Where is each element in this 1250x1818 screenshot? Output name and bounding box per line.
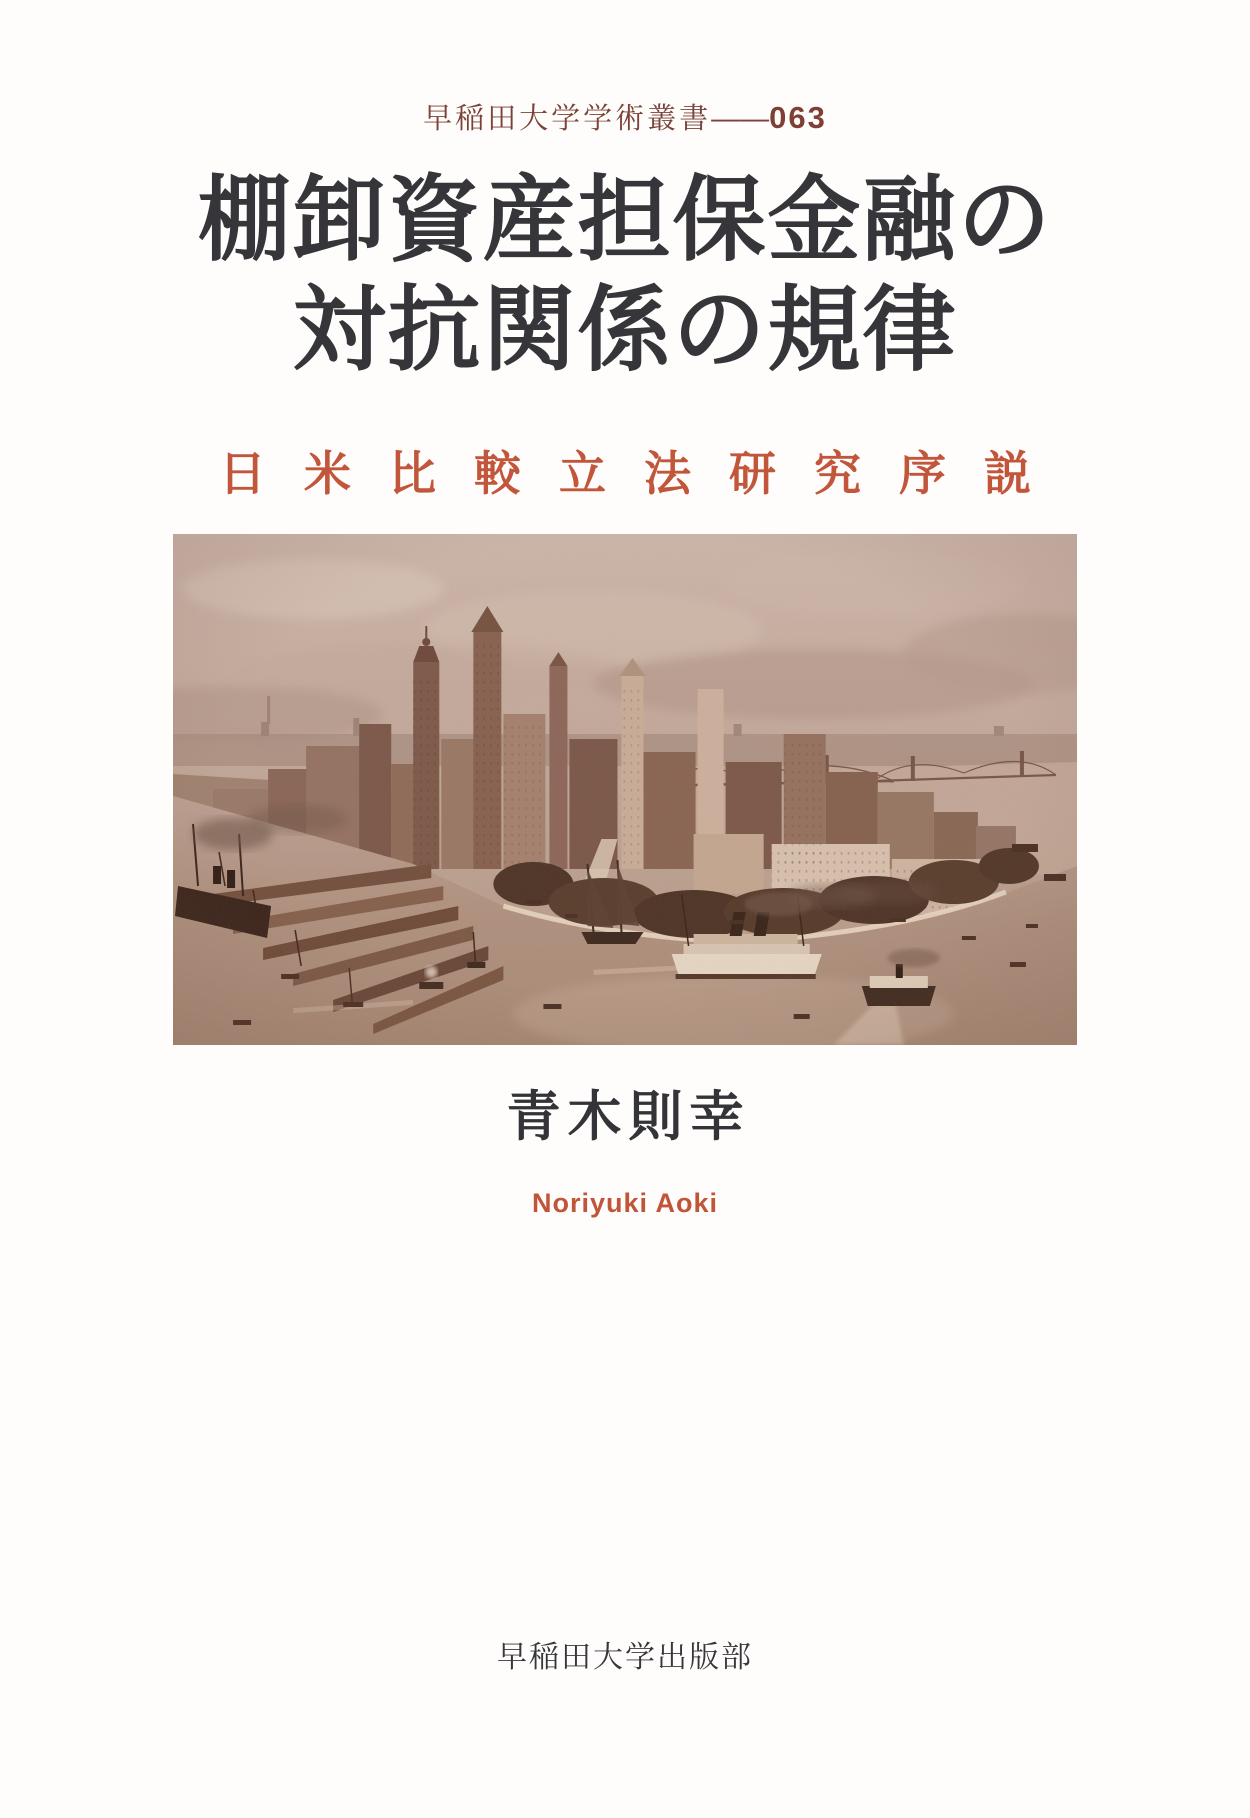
author-name-romanized: Noriyuki Aoki <box>531 1188 719 1218</box>
photo-grain <box>173 534 1077 1045</box>
manhattan-harbor-illustration <box>173 534 1077 1045</box>
series-line <box>0 96 1250 137</box>
cover-photo <box>173 534 1077 1045</box>
series-dash: —— <box>711 103 770 135</box>
series-number: 063 <box>769 100 827 135</box>
book-subtitle: 日米比較立法研究序説 <box>219 447 1069 500</box>
book-title-line2: 対抗関係の規律 <box>292 277 958 382</box>
series-label: 早稲田大学学術叢書 <box>423 103 712 135</box>
book-title <box>0 166 1250 385</box>
publisher-name: 早稲田大学出版部 <box>497 1641 753 1674</box>
author-name: 青木則幸 <box>506 1087 751 1147</box>
book-title-line1: 棚卸資産担保金融の <box>197 168 1053 272</box>
